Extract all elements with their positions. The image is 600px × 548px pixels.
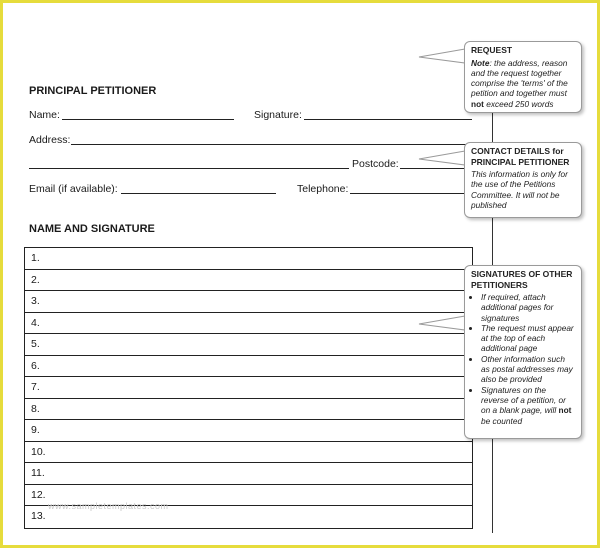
table-row[interactable]: 4. <box>25 313 472 335</box>
signature-label: Signature: <box>254 109 302 121</box>
list-item: • If required, attach additional pages for signatures <box>481 292 575 323</box>
principal-petitioner-heading: PRINCIPAL PETITIONER <box>29 85 157 97</box>
list-item: • The request must appear at the top of each additional page <box>481 323 575 354</box>
name-label: Name: <box>29 109 60 121</box>
telephone-label: Telephone: <box>297 183 349 195</box>
table-row[interactable]: 1. <box>25 248 472 270</box>
contact-callout-body: This information is only for the use of the Petitions Committee. It will not be published <box>471 169 568 210</box>
email-label: Email (if available): <box>29 183 118 195</box>
table-row[interactable]: 2. <box>25 270 472 292</box>
table-row[interactable]: 5. <box>25 334 472 356</box>
signatures-callout-list <box>471 292 575 426</box>
table-row[interactable]: 3. <box>25 291 472 313</box>
address-field[interactable] <box>71 144 472 145</box>
contact-callout-title: CONTACT DETAILS for PRINCIPAL PETITIONER <box>471 146 570 167</box>
request-callout-title: REQUEST <box>471 45 513 55</box>
signature-field[interactable] <box>304 119 472 120</box>
name-and-signature-heading: NAME AND SIGNATURE <box>29 223 155 235</box>
table-row[interactable]: 13. <box>31 510 46 522</box>
contact-callout-pointer <box>417 149 467 169</box>
name-field[interactable] <box>62 119 234 120</box>
signatures-callout-title: SIGNATURES OF OTHER PETITIONERS <box>471 269 573 290</box>
table-row[interactable]: 7. <box>25 377 472 399</box>
table-row[interactable]: 9. <box>25 420 472 442</box>
table-row[interactable]: 10. <box>25 442 472 464</box>
request-callout-body: Note: the address, reason and the request together comprise the 'terms' of the petition and together must not exceed 250 words <box>471 57 568 109</box>
request-callout-pointer <box>417 47 467 67</box>
list-item: • Signatures on the reverse of a petition, or on a blank page, will not be counted <box>481 385 575 426</box>
postcode-label: Postcode: <box>352 158 399 170</box>
list-item: • Other information such as postal addresses may also be provided <box>481 354 575 385</box>
table-row[interactable]: 11. <box>25 463 472 485</box>
signature-table <box>24 247 473 529</box>
signatures-callout-pointer <box>417 314 467 334</box>
signatures-callout <box>464 265 582 439</box>
address-line-2-field[interactable] <box>29 168 349 169</box>
table-row[interactable]: 8. <box>25 399 472 421</box>
request-callout <box>464 41 582 113</box>
email-field[interactable] <box>121 193 276 194</box>
contact-details-callout <box>464 142 582 218</box>
table-row[interactable]: 6. <box>25 356 472 378</box>
address-label: Address: <box>29 134 71 146</box>
watermark: www.sampletemplates.com <box>48 501 169 511</box>
telephone-field[interactable] <box>350 193 472 194</box>
table-row[interactable]: 12. <box>25 485 472 507</box>
